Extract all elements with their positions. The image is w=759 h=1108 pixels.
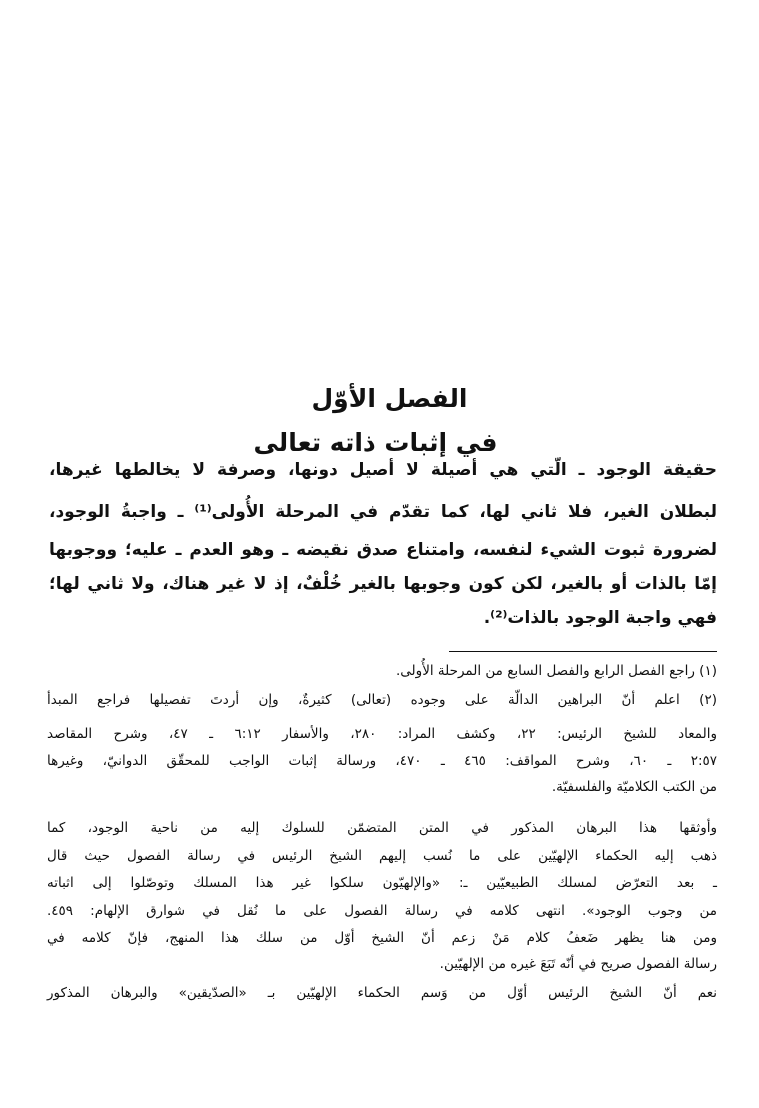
body-text-line: لبطلان الغير، فلا ثاني لها، كما تقدّم في المرحلة الأُولى⁽¹⁾ ـ واجبةُ الوجود، <box>49 502 717 522</box>
footnote-line: ٢:٥٧ ـ ٦٠، وشرح المواقف: ٤٦٥ ـ ٤٧٠، ورسالة إثبات الواجب للمحقّق الدوانيّ، وغيرها <box>47 753 717 769</box>
body-text-line: حقيقة الوجود ـ الّتي هي أصيلة لا أصيل دونها، وصرفة لا يخالطها غيرها، <box>49 460 717 480</box>
body-text-line: إمّا بالذات أو بالغير، لكن كون وجوبها بالغير خُلْفٌ، إذ لا غير هناك، ولا ثاني لها؛ <box>49 574 717 594</box>
footnote-line: وأوثقها هذا البرهان المذكور في المتن المتضمّن للسلوك إليه من ناحية الوجود، كما <box>47 820 717 836</box>
footnote-line: ذهب إليه الحكماء الإلهيّين على ما نُسب إليهم الشيخ الرئيس في رسالة الفصول حيث قال <box>47 848 717 864</box>
body-text-line: لضرورة ثبوت الشيء لنفسه، وامتناع صدق نقيضه ـ وهو العدم ـ عليه؛ ووجوبها <box>49 540 717 560</box>
footnote-separator <box>449 651 717 652</box>
chapter-subtitle: في إثبات ذاته تعالى <box>253 428 498 457</box>
footnote-line: (٢) اعلم أنّ البراهين الدالّة على وجوده (تعالى) كثيرةٌ، وإن أردتَ تفصيلها فراجع المبدأ <box>47 692 717 708</box>
footnote-line: ـ بعد التعرّض لمسلك الطبيعيّين ـ: «والإلهيّون سلكوا غير هذا المسلك وتوصّلوا إلى اثباته <box>47 875 717 891</box>
footnote-line: (١) راجع الفصل الرابع والفصل السابع من المرحلة الأُولى. <box>396 663 717 679</box>
footnote-line: رسالة الفصول صريح في أنّه تَبَعَ غيره من الإلهيّين. <box>439 956 717 972</box>
footnote-line: نعم أنّ الشيخ الرئيس أوّل من وَسم الحكماء الإلهيّين بـ «الصدّيقين» والبرهان المذكور <box>47 985 717 1001</box>
body-text-line: فهي واجبة الوجود بالذات⁽²⁾. <box>483 608 717 628</box>
footnote-line: من الكتب الكلاميّة والفلسفيّة. <box>551 779 717 795</box>
footnote-line: والمعاد للشيخ الرئيس: ٢٢، وكشف المراد: ٢٨٠، والأسفار ٦:١٢ ـ ٤٧، وشرح المقاصد <box>47 726 717 742</box>
footnote-line: من وجوب الوجود». انتهى كلامه في رسالة الفصول على ما نُقل في شوارق الإلهام: ٤٥٩. <box>47 903 717 919</box>
chapter-title: الفصل الأوّل <box>311 384 468 413</box>
footnote-line: ومن هنا يظهر ضَعفُ كلام مَنْ زعم أنّ الشيخ أوّل من سلك هذا المنهج، فإنّ كلامه في <box>47 930 717 946</box>
